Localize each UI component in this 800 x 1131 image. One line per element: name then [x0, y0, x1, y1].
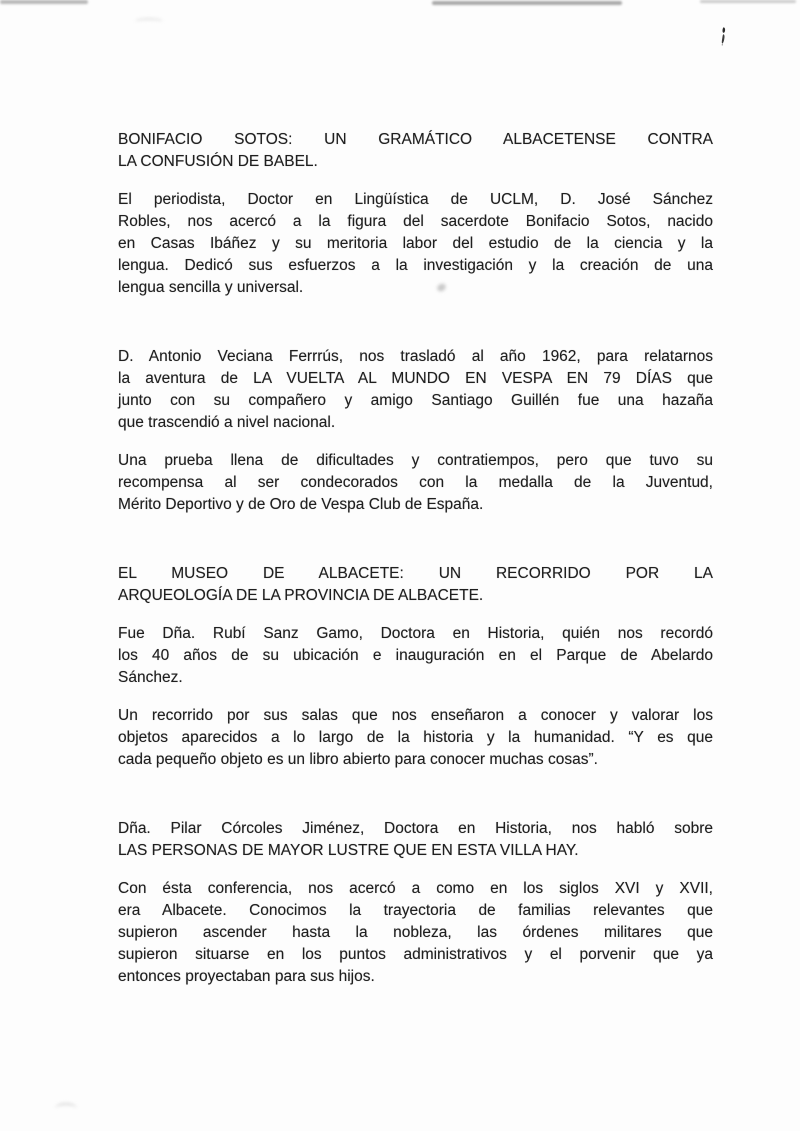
- text-line: lengua sencilla y universal.: [118, 279, 304, 296]
- paragraph-block: [118, 189, 713, 299]
- text-line: recompensa al ser condecorados con la medalla de la Juventud,: [118, 474, 713, 491]
- paragraph-block: [118, 878, 713, 988]
- text-line: entonces proyectaban para sus hijos.: [118, 968, 375, 985]
- text-line: en Casas Ibáñez y su meritoria labor del estudio de la ciencia y la: [118, 235, 713, 252]
- text-line: El periodista, Doctor en Lingüística de UCLM, D. José Sánchez: [118, 191, 713, 208]
- text-line: Un recorrido por sus salas que nos enseñaron a conocer y valorar los: [118, 707, 713, 724]
- paragraph-block: [118, 450, 713, 516]
- text-line: supieron ascender hasta la nobleza, las órdenes militares que: [118, 924, 713, 941]
- text-line: lengua. Dedicó sus esfuerzos a la investigación y la creación de una: [118, 257, 713, 274]
- heading-line: LA CONFUSIÓN DE BABEL.: [118, 153, 318, 170]
- text-line: junto con su compañero y amigo Santiago Guillén fue una hazaña: [118, 392, 713, 409]
- text-line: cada pequeño objeto es un libro abierto para conocer muchas cosas”.: [118, 751, 598, 768]
- smudge-bottom-left: [55, 1103, 77, 1114]
- heading-line: EL MUSEO DE ALBACETE: UN RECORRIDO POR LA: [118, 565, 713, 582]
- text-line: supieron situarse en los puntos administrativos y el porvenir que ya: [118, 946, 713, 963]
- paragraph-block: [118, 623, 713, 689]
- text-line: que trascendió a nivel nacional.: [118, 414, 336, 431]
- paragraph-block: [118, 705, 713, 771]
- text-line: Sánchez.: [118, 669, 183, 686]
- heading-line: ARQUEOLOGÍA DE LA PROVINCIA DE ALBACETE.: [118, 587, 484, 604]
- scanner-streak-top-right: [700, 0, 796, 3]
- paragraph-block: [118, 346, 713, 434]
- scanner-streak-top-left: [0, 0, 88, 4]
- heading-line: BONIFACIO SOTOS: UN GRAMÁTICO ALBACETENSE CONTRA: [118, 131, 713, 148]
- text-line: Fue Dña. Rubí Sanz Gamo, Doctora en Historia, quién nos recordó: [118, 625, 713, 642]
- text-column: [118, 129, 713, 1004]
- text-line: objetos aparecidos a lo largo de la historia y la humanidad. “Y es que: [118, 729, 713, 746]
- scanner-streak-top-center: [432, 1, 622, 5]
- text-line: Dña. Pilar Córcoles Jiménez, Doctora en Historia, nos habló sobre: [118, 820, 713, 837]
- text-line: era Albacete. Conocimos la trayectoria de familias relevantes que: [118, 902, 713, 919]
- text-line: Mérito Deportivo y de Oro de Vespa Club de España.: [118, 496, 484, 513]
- heading-block: [118, 563, 713, 607]
- text-line: D. Antonio Veciana Ferrrús, nos trasladó al año 1962, para relatarnos: [118, 348, 713, 365]
- ink-mark-icon: [719, 26, 728, 47]
- text-line: Robles, nos acercó a la figura del sacerdote Bonifacio Sotos, nacido: [118, 213, 713, 230]
- paragraph-block: [118, 818, 713, 862]
- text-line: Con ésta conferencia, nos acercó a como en los siglos XVI y XVII,: [118, 880, 713, 897]
- text-line: la aventura de LA VUELTA AL MUNDO EN VESPA EN 79 DÍAS que: [118, 370, 713, 387]
- heading-block: [118, 129, 713, 173]
- text-line: los 40 años de su ubicación e inauguración en el Parque de Abelardo: [118, 647, 713, 664]
- text-line: LAS PERSONAS DE MAYOR LUSTRE QUE EN ESTA VILLA HAY.: [118, 842, 579, 859]
- text-line: Una prueba llena de dificultades y contratiempos, pero que tuvo su: [118, 452, 713, 469]
- smudge-top-left: [135, 18, 163, 25]
